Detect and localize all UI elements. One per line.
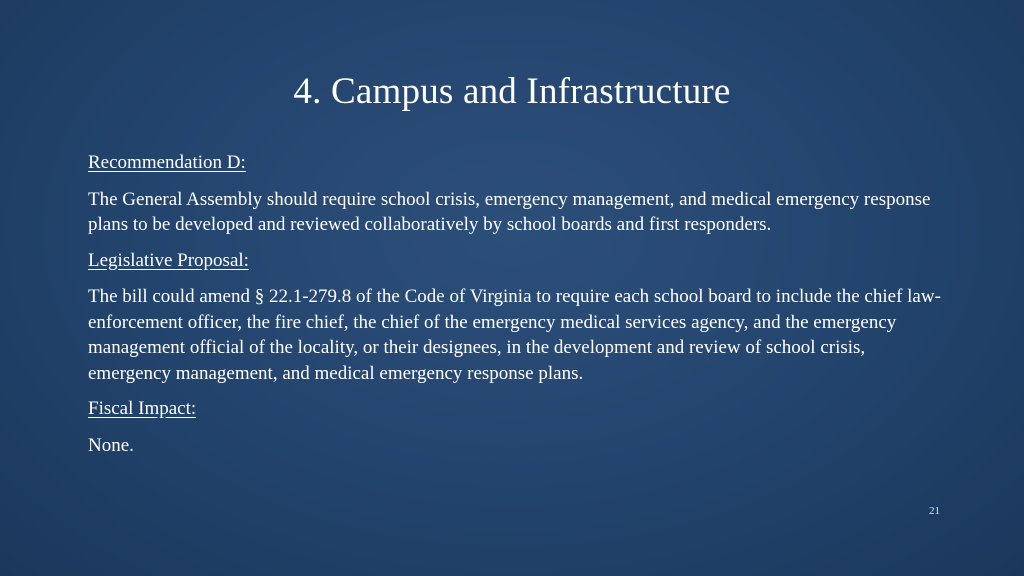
slide-title: 4. Campus and Infrastructure [293, 71, 731, 112]
legislative-proposal-text: The bill could amend § 22.1-279.8 of the Code of Virginia to require each school board to include the chief law-enforcement officer, the fire chief, the chief of the emergency medical services agency, and the emergency management official of the locality, or their designees, in the development and review of school crisis, emergency management, and medical emergency response plans. [88, 286, 941, 384]
fiscal-impact-text: None. [88, 434, 134, 456]
slide-content [88, 150, 948, 468]
legislative-proposal-heading: Legislative Proposal: [88, 249, 249, 271]
fiscal-impact-heading: Fiscal Impact: [88, 398, 197, 419]
page-number: 21 [929, 505, 940, 517]
recommendation-heading: Recommendation D: [88, 152, 246, 173]
recommendation-text: The General Assembly should require school crisis, emergency management, and medical emergency response plans to be developed and reviewed collaboratively by school boards and first responders. [88, 188, 931, 235]
